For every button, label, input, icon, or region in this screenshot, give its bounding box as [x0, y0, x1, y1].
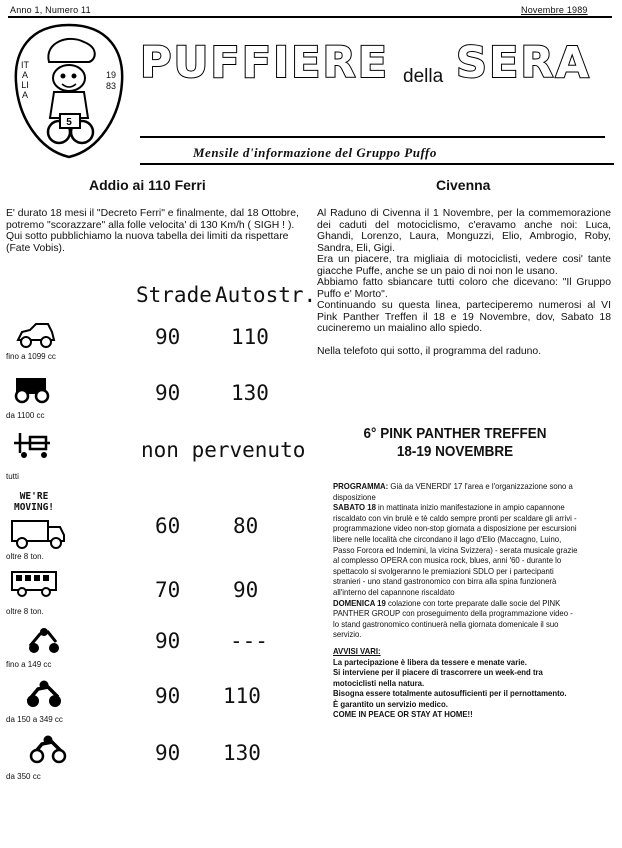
- program-item: [333, 482, 579, 503]
- left-paragraph: E' durato 18 mesi il "Decreto Ferri" e finalmente, dal 18 Ottobre, potremo "scorazzare" alla folle velocita' di 130 Km/h ( SIGH ! ).: [6, 208, 299, 231]
- limit-strade: 90: [155, 381, 181, 405]
- limit-strade: 90: [155, 325, 181, 349]
- vehicle-label: da 350 cc: [6, 772, 41, 781]
- program-item: [333, 503, 579, 598]
- program-item-text: Già da VENERDI' 17 l'area e l'organizzazione sono a disposizione: [333, 482, 573, 502]
- limit-strade: 90: [155, 629, 181, 653]
- limit-strade: 90: [155, 684, 181, 708]
- program-item-text: colazione con torte preparate dalle socie del PINK PANTHER GROUP con proseguimento della programmazione video - lo stand gastronomico continuerà nella giornata domenicale il suo servizio.: [333, 598, 573, 640]
- masthead-rule: [140, 136, 605, 138]
- limit-span: non pervenuto: [141, 438, 306, 462]
- vehicle-label: oltre 8 ton.: [6, 552, 44, 561]
- limit-strade: 90: [155, 741, 181, 765]
- avvisi-item: La partecipazione è libera da tessere e menate varie.: [333, 657, 527, 667]
- right-heading: Civenna: [436, 177, 491, 193]
- right-body: [317, 208, 611, 357]
- limit-autostr: 110: [223, 684, 261, 708]
- program-item-label: SABATO 18: [333, 503, 376, 513]
- program-item-text: in mattinata inizio manifestazione in ampio capannone riscaldato con vin brulè e tè caldo sempre pronti per scaldare gli arrivi - programmazione video non-stop giornata a disposizione per escursioni libere nelle località che circondano il lago d'Elio (Maccagno, Luino, Passo Forcora ed Indemini, la vicina Svizzera) - serata musicale grazie al complesso OPERA con musica rock, blues, anni '60 - durante lo spettacolo si svolgeranno le premiazioni SDLO per i partecipanti stranieri - uno stand gastronomico con birra alla spina funzionerà all'interno del capannone riscaldato: [333, 503, 578, 597]
- event-title: 6° PINK PANTHER TREFFEN: [363, 425, 547, 442]
- event-program: [333, 482, 579, 721]
- limit-autostr: 130: [231, 381, 269, 405]
- left-body: [6, 208, 302, 254]
- avvisi-title: AVVISI VARI:: [333, 646, 381, 656]
- left-heading: Addio ai 110 Ferri: [89, 177, 206, 193]
- masthead-subtitle: Mensile d'informazione del Gruppo Puffo: [193, 145, 437, 160]
- vehicle-label: fino a 149 cc: [6, 660, 52, 669]
- subtitle-rule: [140, 163, 614, 165]
- masthead-della: della: [403, 66, 444, 87]
- avvisi-item: Bisogna essere totalmente autosufficienti per il pernottamento.: [333, 689, 567, 699]
- avvisi-item: COME IN PEACE OR STAY AT HOME!!: [333, 710, 473, 720]
- vehicle-label: da 1100 cc: [6, 411, 45, 420]
- limit-strade: 60: [155, 514, 181, 538]
- vehicle-label: fino a 1099 cc: [6, 352, 56, 361]
- left-paragraph: Qui sotto pubblichiamo la nuova tabella dei limiti da rispettare (Fate Vobis).: [6, 231, 289, 254]
- masthead-puffiere: PUFFIERE: [140, 38, 390, 88]
- right-paragraph: Continuando su questa linea, parteciperemo numerosi al VI Pink Panther Treffen il 18 e 19 Novembre, dov, Sabato 18 cucineremo un maialino allo spiedo.: [317, 300, 611, 334]
- motorbike-icon: [24, 679, 64, 714]
- limit-strade: 70: [155, 578, 181, 602]
- vehicle-label: da 150 a 349 cc: [6, 715, 63, 724]
- truck-icon: [10, 517, 66, 554]
- big-car-icon: [12, 374, 52, 409]
- big-motorbike-icon: [28, 734, 68, 769]
- avvisi-item: È garantito un servizio medico.: [333, 699, 448, 709]
- top-rule: [8, 16, 612, 18]
- smurf-logo: [14, 22, 124, 160]
- column-autostr: Autostr.: [215, 283, 317, 307]
- right-paragraph: Abbiamo fatto sbiancare tutti coloro che dicevano: "Il Gruppo Puffo e' Morto".: [317, 277, 611, 300]
- column-strade: Strade: [136, 283, 212, 307]
- limit-autostr: ---: [230, 629, 268, 653]
- limit-autostr: 130: [223, 741, 261, 765]
- masthead-sera: SERA: [456, 38, 591, 88]
- limit-autostr: 110: [231, 325, 269, 349]
- limit-autostr: 80: [233, 514, 259, 538]
- right-paragraph: Nella telefoto qui sotto, il programma del raduno.: [317, 345, 542, 357]
- limit-autostr: 90: [233, 578, 259, 602]
- logo-right-text: 1983: [106, 70, 117, 91]
- right-paragraph: Al Raduno di Civenna il 1 Novembre, per la commemorazione dei caduti del motociclismo, c'eravamo anche noi: Luca, Ghandi, Lorenzo, Laura, Monguzzi, Elio, Ambrogio, Roby, Sandra, Eli, Gigi.: [317, 208, 611, 254]
- car-icon: [16, 322, 56, 353]
- program-item: [333, 599, 579, 641]
- svg-text:5: 5: [66, 117, 72, 128]
- avvisi-item: Si interviene per il piacere di trascorrere un week-end tra motociclisti nella natura.: [333, 668, 543, 688]
- program-item-label: PROGRAMMA:: [333, 482, 389, 491]
- event-dates: 18-19 NOVEMBRE: [396, 443, 514, 460]
- issue-number: Anno 1, Numero 11: [10, 5, 91, 15]
- vehicle-label: oltre 8 ton.: [6, 607, 44, 616]
- airplane-icon: [10, 427, 56, 464]
- logo-left-text: ITALIA: [21, 60, 29, 100]
- vehicle-label: tutti: [6, 472, 19, 481]
- bus-icon: [10, 570, 60, 603]
- truck-sign: WE'RE MOVING!: [13, 491, 55, 513]
- program-item-label: DOMENICA 19: [333, 598, 386, 608]
- scooter-icon: [26, 626, 62, 659]
- issue-date: Novembre 1989: [521, 5, 588, 15]
- right-paragraph: Era un piacere, tra migliaia di motociclisti, vedere cosi' tante giacche Puffe, anche se un paio di noi non le usano.: [317, 254, 611, 277]
